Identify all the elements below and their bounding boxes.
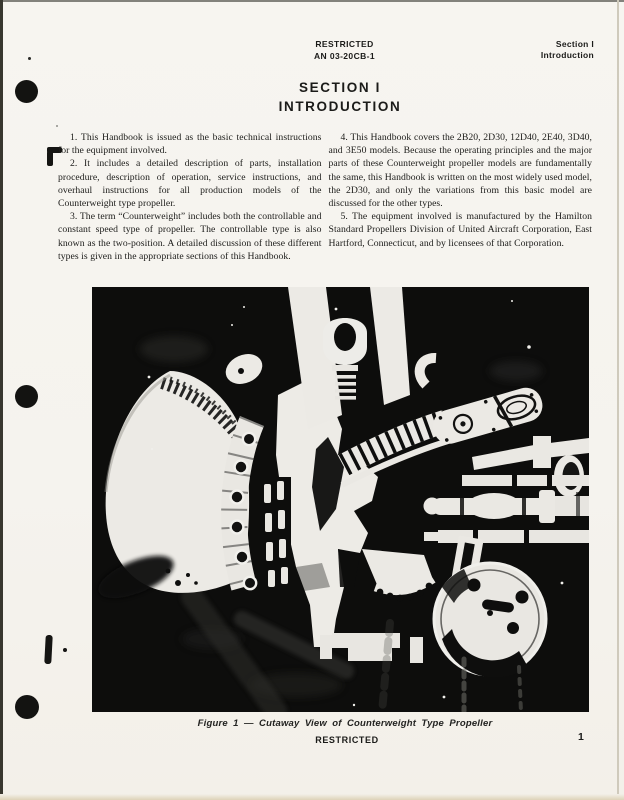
ink-speck-top (28, 57, 31, 60)
ink-speck-small (56, 125, 58, 127)
footer-classification: RESTRICTED (315, 735, 379, 745)
column-left (58, 131, 322, 263)
paragraph-3: 3. The term “Counterweight” includes both the controllable and constant speed type of propeller. The controllable type is also known as the two-position. A detailed discussion of these different types is given in the appropriate sections of this Handbook. (58, 211, 322, 262)
barrel-splines (261, 477, 291, 591)
header-section-subtitle: Introduction (540, 50, 594, 60)
figure-photo (92, 287, 589, 712)
punch-hole-middle (15, 385, 38, 408)
paragraph-2: 2. It includes a detailed description of parts, installation procedure, description of operation, service instructions, and overhaul instructions for all production models of the Counterweight type propeller. (58, 158, 322, 210)
scan-edge-bottom (0, 794, 624, 800)
punch-hole-top (15, 80, 38, 103)
scan-edge-top (0, 0, 624, 2)
paragraph-5: 5. The equipment involved is manufactured by the Hamilton Standard Propellers Division of United Aircraft Corporation, East Hartford, Connecticut, and by licensees of that Corporation. (328, 211, 592, 249)
scan-edge-left (0, 0, 3, 800)
text-columns (58, 131, 592, 263)
header-center-block (252, 39, 437, 62)
page-number: 1 (578, 731, 584, 743)
page-title-line2: INTRODUCTION (278, 99, 402, 114)
paragraph-4: 4. This Handbook covers the 2B20, 2D30, 12D40, 2E40, 3D40, and 3E50 models. Because the operating principles and the major parts of these Counterweight propeller models are fundamentally the same, this Handbook is written on the most widely used model, the 2D30, and only the variations from this basic model are discussed for the other types. (328, 132, 592, 210)
binder-mark-lower (45, 635, 69, 667)
header-doc-number: AN 03-20CB-1 (313, 50, 375, 61)
header-classification: RESTRICTED (315, 39, 374, 49)
scan-edge-right (617, 0, 619, 800)
column-right (329, 131, 593, 263)
page-title-line1: SECTION I (299, 80, 381, 95)
page-title (230, 78, 450, 116)
punch-hole-bottom (15, 695, 39, 719)
header-section-label: Section I (555, 39, 594, 49)
figure-caption: Figure 1 — Cutaway View of Counterweight Type Propeller (197, 718, 493, 729)
propeller-cutaway-illustration (92, 287, 589, 712)
paragraph-1: 1. This Handbook is issued as the basic technical instructions for the equipment involved. (58, 132, 322, 157)
header-section-block (541, 39, 594, 61)
